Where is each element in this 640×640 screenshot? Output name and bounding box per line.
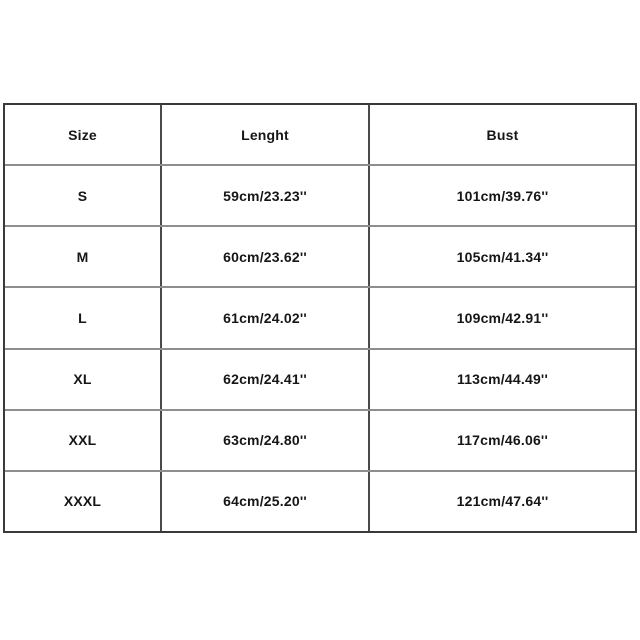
table-row-xl bbox=[5, 350, 635, 411]
length-cell: 61cm/24.02'' bbox=[162, 288, 370, 347]
size-cell: L bbox=[5, 288, 162, 347]
table-row-xxl bbox=[5, 411, 635, 472]
bust-cell: 113cm/44.49'' bbox=[370, 350, 635, 409]
header-cell-bust: Bust bbox=[370, 105, 635, 164]
size-cell: S bbox=[5, 166, 162, 225]
bust-cell: 117cm/46.06'' bbox=[370, 411, 635, 470]
bust-cell: 121cm/47.64'' bbox=[370, 472, 635, 531]
table-header-row bbox=[5, 105, 635, 166]
length-cell: 59cm/23.23'' bbox=[162, 166, 370, 225]
length-cell: 62cm/24.41'' bbox=[162, 350, 370, 409]
size-chart-table bbox=[3, 103, 637, 533]
table-row-s bbox=[5, 166, 635, 227]
bust-cell: 105cm/41.34'' bbox=[370, 227, 635, 286]
length-cell: 63cm/24.80'' bbox=[162, 411, 370, 470]
table-row-l bbox=[5, 288, 635, 349]
bust-cell: 109cm/42.91'' bbox=[370, 288, 635, 347]
header-cell-length: Lenght bbox=[162, 105, 370, 164]
table-row-xxxl bbox=[5, 472, 635, 531]
size-cell: XXL bbox=[5, 411, 162, 470]
size-cell: XXXL bbox=[5, 472, 162, 531]
size-cell: M bbox=[5, 227, 162, 286]
length-cell: 64cm/25.20'' bbox=[162, 472, 370, 531]
length-cell: 60cm/23.62'' bbox=[162, 227, 370, 286]
bust-cell: 101cm/39.76'' bbox=[370, 166, 635, 225]
header-cell-size: Size bbox=[5, 105, 162, 164]
size-cell: XL bbox=[5, 350, 162, 409]
table-row-m bbox=[5, 227, 635, 288]
